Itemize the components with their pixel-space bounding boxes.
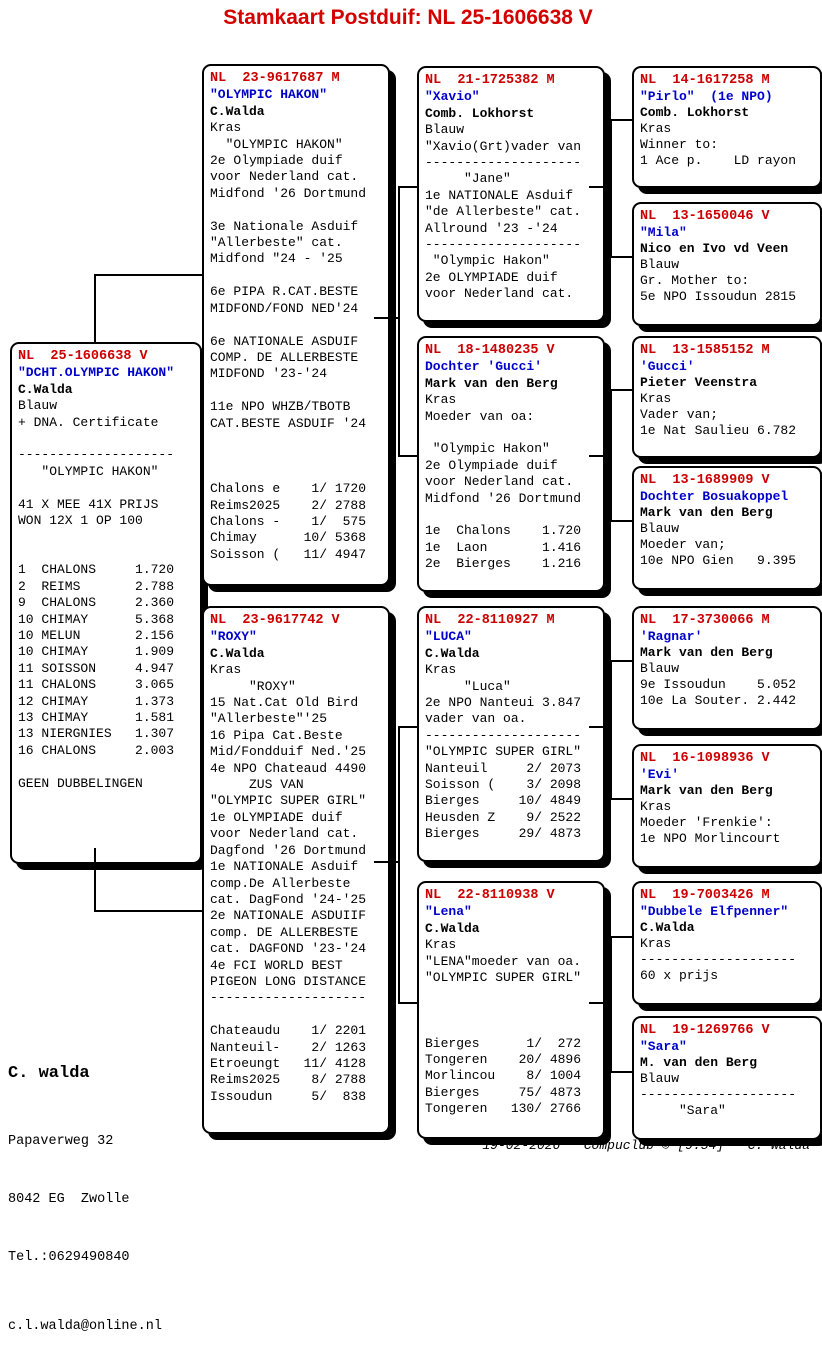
box-line: Nanteuil 2/ 2073 xyxy=(425,760,582,776)
box-line: "Olympic Hakon" xyxy=(425,253,550,269)
box-line: "Allerbeste"'25 xyxy=(210,711,328,727)
connector-line xyxy=(398,186,417,188)
box-line: "ROXY" xyxy=(210,678,296,694)
ring-number: NL 19-1269766 V xyxy=(640,1023,770,1038)
box-line: -------------------- xyxy=(210,990,367,1006)
box-line: 41 X MEE 41X PRIJS xyxy=(18,496,159,512)
connector-line xyxy=(398,726,417,728)
pedigree-box-ggp-pirlo xyxy=(632,66,822,188)
box-line: COMP. DE ALLERBESTE xyxy=(210,349,359,365)
box-line: MIDFOND '23-'24 xyxy=(210,366,328,382)
box-line xyxy=(210,1007,382,1023)
box-line: "OLYMPIC SUPER GIRL" xyxy=(425,970,582,986)
box-line xyxy=(425,986,597,1002)
box-line: Midfond "24 - '25 xyxy=(210,251,343,267)
box-line: 2e Bierges 1.216 xyxy=(425,556,582,572)
box-line: -------------------- xyxy=(425,237,582,253)
pigeon-name: "DCHT.OLYMPIC HAKON" xyxy=(18,365,175,381)
box-line: Reims2025 2/ 2788 xyxy=(210,497,367,513)
box-line: 2e Olympiade duif xyxy=(210,153,343,169)
pedigree-box-ggp-evi xyxy=(632,744,822,868)
box-line: 1 CHALONS 1.720 xyxy=(18,562,175,578)
pedigree-box-ggp-sara xyxy=(632,1016,822,1140)
box-line xyxy=(18,480,194,496)
box-line: 13 NIERGNIES 1.307 xyxy=(18,726,175,742)
connector-line xyxy=(610,660,612,800)
fancier-name: Pieter Veenstra xyxy=(640,375,758,390)
fancier-name: Mark van den Berg xyxy=(425,375,558,391)
box-line: Kras xyxy=(640,121,672,136)
box-line: "Olympic Hakon" xyxy=(425,441,550,457)
box-line: 4e NPO Chateaud 4490 xyxy=(210,760,367,776)
box-line: "Xavio(Grt)vader van xyxy=(425,138,582,154)
box-line: + DNA. Certificate xyxy=(18,414,159,430)
box-line: Moeder 'Frenkie': xyxy=(640,815,773,830)
owner-name: C. walda xyxy=(8,1064,90,1083)
box-line xyxy=(18,546,194,562)
box-line xyxy=(210,383,382,399)
fancier-name: C.Walda xyxy=(425,920,480,936)
box-line xyxy=(210,432,382,448)
box-line: "OLYMPIC SUPER GIRL" xyxy=(425,744,582,760)
box-line: Kras xyxy=(640,799,672,814)
box-line: Kras xyxy=(425,662,457,678)
box-line: Heusden Z 9/ 2522 xyxy=(425,809,582,825)
ring-number: NL 13-1689909 V xyxy=(640,473,770,488)
pigeon-name: "Lena" xyxy=(425,904,472,920)
connector-line xyxy=(610,936,632,938)
box-line: Bierges 1/ 272 xyxy=(425,1035,582,1051)
ring-number: NL 25-1606638 V xyxy=(18,349,148,364)
owner-phone: Tel.:0629490840 xyxy=(8,1250,130,1265)
box-line: Dagfond '26 Dortmund xyxy=(210,842,367,858)
box-line xyxy=(425,1003,597,1019)
ring-number: NL 19-7003426 M xyxy=(640,888,770,903)
pedigree-box-ggp-gucci xyxy=(632,336,822,458)
box-line: "OLYMPIC HAKON" xyxy=(210,136,343,152)
box-line xyxy=(210,268,382,284)
ring-number: NL 23-9617687 M xyxy=(210,71,340,86)
box-line: Gr. Mother to: xyxy=(640,273,750,288)
box-line: MIDFOND/FOND NED'24 xyxy=(210,300,359,316)
box-line xyxy=(18,759,194,775)
box-line xyxy=(18,431,194,447)
connector-line xyxy=(94,274,204,276)
box-line: 1e Chalons 1.720 xyxy=(425,523,582,539)
box-line: WON 12X 1 OP 100 xyxy=(18,513,143,529)
pedigree-box-ggp-mila xyxy=(632,202,822,326)
box-line: 9e Issoudun 5.052 xyxy=(640,677,797,692)
box-line: 2e Olympiade duif xyxy=(425,457,558,473)
box-line: Blauw xyxy=(640,661,680,676)
box-line: Bierges 29/ 4873 xyxy=(425,826,582,842)
pigeon-name: "Dubbele Elfpenner" xyxy=(640,904,789,919)
pedigree-box-grandfather-paternal xyxy=(417,66,605,322)
box-line: Soisson ( 3/ 2098 xyxy=(425,777,582,793)
box-line: 10 CHIMAY 1.909 xyxy=(18,644,175,660)
connector-line xyxy=(610,389,632,391)
fancier-name: Comb. Lokhorst xyxy=(640,105,750,120)
box-line: 6e PIPA R.CAT.BESTE xyxy=(210,284,359,300)
connector-line xyxy=(589,1002,612,1004)
ring-number: NL 21-1725382 M xyxy=(425,73,555,88)
box-line: Chimay 10/ 5368 xyxy=(210,530,367,546)
pigeon-name: 'Ragnar' xyxy=(640,629,703,644)
ring-number: NL 16-1098936 V xyxy=(640,751,770,766)
box-line: 5e NPO Issoudun 2815 xyxy=(640,289,797,304)
box-line xyxy=(210,448,382,464)
fancier-name: Nico en Ivo vd Veen xyxy=(640,241,789,256)
pigeon-name: Dochter Bosuakoppel xyxy=(640,489,789,504)
box-line: Vader van; xyxy=(640,407,719,422)
box-line: -------------------- xyxy=(640,952,797,967)
box-line: "de Allerbeste" cat. xyxy=(425,204,582,220)
pigeon-name: "OLYMPIC HAKON" xyxy=(210,87,328,103)
box-line: "Sara" xyxy=(640,1103,726,1118)
box-line: 16 Pipa Cat.Beste xyxy=(210,727,343,743)
pedigree-box-mother xyxy=(202,606,390,1134)
box-line: 4e FCI WORLD BEST xyxy=(210,957,343,973)
pedigree-box-grandmother-maternal xyxy=(417,881,605,1139)
box-line: Moeder van; xyxy=(640,537,726,552)
box-line: 1e NATIONALE Asduif xyxy=(425,187,574,203)
box-line: 12 CHIMAY 1.373 xyxy=(18,693,175,709)
pedigree-box-father xyxy=(202,64,390,586)
box-line: 10e NPO Gien 9.395 xyxy=(640,553,797,568)
box-line xyxy=(210,317,382,333)
fancier-name: C.Walda xyxy=(425,645,480,661)
box-line: 10 MELUN 2.156 xyxy=(18,627,175,643)
connector-line xyxy=(94,910,204,912)
box-line: 1e NPO Morlincourt xyxy=(640,831,781,846)
ring-number: NL 13-1585152 M xyxy=(640,343,770,358)
box-line: 10e La Souter. 2.442 xyxy=(640,693,797,708)
ring-number: NL 14-1617258 M xyxy=(640,73,770,88)
box-line: Nanteuil- 2/ 1263 xyxy=(210,1039,367,1055)
connector-line xyxy=(398,455,417,457)
box-line: Mid/Fondduif Ned.'25 xyxy=(210,744,367,760)
box-line: GEEN DUBBELINGEN xyxy=(18,775,143,791)
pedigree-box-grandmother-paternal xyxy=(417,336,605,592)
box-line xyxy=(425,507,597,523)
pigeon-name: "Sara" xyxy=(640,1039,687,1054)
box-line: Tongeren 20/ 4896 xyxy=(425,1052,582,1068)
box-line: 11 CHALONS 3.065 xyxy=(18,677,175,693)
pigeon-name: "Mila" xyxy=(640,225,687,240)
box-line xyxy=(210,202,382,218)
connector-line xyxy=(94,848,96,912)
box-line: Blauw xyxy=(640,521,680,536)
box-line: Chateaudu 1/ 2201 xyxy=(210,1023,367,1039)
box-line: Issoudun 5/ 838 xyxy=(210,1088,367,1104)
connector-line xyxy=(374,317,400,319)
ring-number: NL 22-8110938 V xyxy=(425,888,555,903)
box-line: "LENA"moeder van oa. xyxy=(425,953,582,969)
box-line: 1e Laon 1.416 xyxy=(425,539,582,555)
fancier-name: Mark van den Berg xyxy=(640,645,773,660)
connector-line xyxy=(610,660,632,662)
box-line: voor Nederland cat. xyxy=(425,474,574,490)
fancier-name: Mark van den Berg xyxy=(640,505,773,520)
box-line: voor Nederland cat. xyxy=(425,286,574,302)
box-line: 1 Ace p. LD rayon xyxy=(640,153,797,168)
box-line: voor Nederland cat. xyxy=(210,826,359,842)
ring-number: NL 13-1650046 V xyxy=(640,209,770,224)
connector-line xyxy=(374,861,400,863)
fancier-name: C.Walda xyxy=(210,645,265,661)
pedigree-box-subject xyxy=(10,342,202,864)
box-line: -------------------- xyxy=(425,155,582,171)
box-line: 3e Nationale Asduif xyxy=(210,218,359,234)
box-line: "Luca" xyxy=(425,678,511,694)
pedigree-box-ggp-dubbele-elfpenner xyxy=(632,881,822,1005)
box-line xyxy=(425,425,597,441)
pigeon-name: Dochter 'Gucci' xyxy=(425,359,543,375)
box-line: CAT.BESTE ASDUIF '24 xyxy=(210,415,367,431)
box-line: comp. DE ALLERBESTE xyxy=(210,924,359,940)
connector-line xyxy=(589,726,612,728)
box-line: Soisson ( 11/ 4947 xyxy=(210,546,367,562)
owner-address-street: Papaverweg 32 xyxy=(8,1134,114,1149)
connector-line xyxy=(610,798,632,800)
box-line: -------------------- xyxy=(425,727,582,743)
box-line: Reims2025 8/ 2788 xyxy=(210,1072,367,1088)
box-line: Blauw xyxy=(640,257,680,272)
connector-line xyxy=(398,726,400,1004)
box-line: Blauw xyxy=(640,1071,680,1086)
connector-line xyxy=(610,520,632,522)
box-line: Moeder van oa: xyxy=(425,408,535,424)
box-line: -------------------- xyxy=(640,1087,797,1102)
connector-line xyxy=(610,256,632,258)
box-line: 1e Nat Saulieu 6.782 xyxy=(640,423,797,438)
box-line: "OLYMPIC SUPER GIRL" xyxy=(210,793,367,809)
connector-line xyxy=(398,186,400,457)
connector-line xyxy=(610,119,632,121)
box-line: Chalons e 1/ 1720 xyxy=(210,481,367,497)
connector-line xyxy=(589,186,612,188)
box-line: -------------------- xyxy=(18,447,175,463)
connector-line xyxy=(589,455,612,457)
box-line: Kras xyxy=(640,936,672,951)
pedigree-box-grandfather-maternal xyxy=(417,606,605,862)
box-line: 16 CHALONS 2.003 xyxy=(18,742,175,758)
box-line: 60 x prijs xyxy=(640,968,719,983)
box-line: cat. DAGFOND '23-'24 xyxy=(210,941,367,957)
box-line: PIGEON LONG DISTANCE xyxy=(210,973,367,989)
box-line: 2e OLYMPIADE duif xyxy=(425,269,558,285)
box-line: 2e NPO Nanteui 3.847 xyxy=(425,695,582,711)
box-line: 6e NATIONALE ASDUIF xyxy=(210,333,359,349)
box-line: voor Nederland cat. xyxy=(210,169,359,185)
box-line: Tongeren 130/ 2766 xyxy=(425,1101,582,1117)
pigeon-name: 'Evi' xyxy=(640,767,680,782)
fancier-name: C.Walda xyxy=(18,381,73,397)
footer-credit: 19-02-2026 Compuclub © [9.54] C. walda xyxy=(482,1138,810,1153)
box-line: 13 CHIMAY 1.581 xyxy=(18,709,175,725)
box-line: Kras xyxy=(210,662,242,678)
fancier-name: C.Walda xyxy=(640,920,695,935)
connector-line xyxy=(610,1071,632,1073)
box-line: Midfond '26 Dortmund xyxy=(210,185,367,201)
box-line xyxy=(425,1019,597,1035)
connector-line xyxy=(398,1002,417,1004)
box-line: Bierges 10/ 4849 xyxy=(425,793,582,809)
box-line: Kras xyxy=(640,391,672,406)
pigeon-name: "Xavio" xyxy=(425,89,480,105)
connector-line xyxy=(94,274,96,344)
owner-address-city: 8042 EG Zwolle xyxy=(8,1192,130,1207)
box-line: comp.De Allerbeste xyxy=(210,875,351,891)
ring-number: NL 22-8110927 M xyxy=(425,613,555,628)
box-line: Blauw xyxy=(18,398,58,414)
box-line: Chalons - 1/ 575 xyxy=(210,513,367,529)
box-line: 9 CHALONS 2.360 xyxy=(18,595,175,611)
box-line: 2 REIMS 2.788 xyxy=(18,578,175,594)
box-line: ZUS VAN xyxy=(210,777,304,793)
box-line: Kras xyxy=(210,120,242,136)
box-line: 15 Nat.Cat Old Bird xyxy=(210,695,359,711)
box-line: 2e NATIONALE ASDUIIF xyxy=(210,908,367,924)
box-line: 11e NPO WHZB/TBOTB xyxy=(210,399,351,415)
page-title: Stamkaart Postduif: NL 25-1606638 V xyxy=(223,6,593,29)
box-line: Kras xyxy=(425,392,457,408)
pigeon-name: "Pirlo" (1e NPO) xyxy=(640,89,773,104)
box-line: Morlincou 8/ 1004 xyxy=(425,1068,582,1084)
box-line: Midfond '26 Dortmund xyxy=(425,490,582,506)
pigeon-name: 'Gucci' xyxy=(640,359,695,374)
connector-line xyxy=(610,119,612,258)
box-line xyxy=(18,529,194,545)
fancier-name: M. van den Berg xyxy=(640,1055,758,1070)
connector-line xyxy=(610,936,612,1073)
box-line: Bierges 75/ 4873 xyxy=(425,1084,582,1100)
box-line: "Allerbeste" cat. xyxy=(210,235,343,251)
box-line: 1e OLYMPIADE duif xyxy=(210,809,343,825)
pigeon-name: "LUCA" xyxy=(425,629,472,645)
ring-number: NL 18-1480235 V xyxy=(425,343,555,358)
box-line: 10 CHIMAY 5.368 xyxy=(18,611,175,627)
owner-block xyxy=(8,1028,162,1370)
fancier-name: C.Walda xyxy=(210,103,265,119)
box-line: "OLYMPIC HAKON" xyxy=(18,463,159,479)
box-line: 11 SOISSON 4.947 xyxy=(18,660,175,676)
box-line: vader van oa. xyxy=(425,711,527,727)
pedigree-box-ggp-ragnar xyxy=(632,606,822,730)
connector-line xyxy=(610,389,612,522)
ring-number: NL 17-3730066 M xyxy=(640,613,770,628)
box-line: "Jane" xyxy=(425,171,511,187)
box-line: Blauw xyxy=(425,122,465,138)
fancier-name: Mark van den Berg xyxy=(640,783,773,798)
fancier-name: Comb. Lokhorst xyxy=(425,105,535,121)
box-line: Winner to: xyxy=(640,137,719,152)
pigeon-name: "ROXY" xyxy=(210,629,257,645)
box-line: cat. DagFond '24-'25 xyxy=(210,891,367,907)
box-line: Kras xyxy=(425,937,457,953)
box-line: Allround '23 -'24 xyxy=(425,220,558,236)
owner-email: c.l.walda@online.nl xyxy=(8,1319,162,1334)
box-line: Etroeungt 11/ 4128 xyxy=(210,1055,367,1071)
ring-number: NL 23-9617742 V xyxy=(210,613,340,628)
pedigree-box-ggp-bosuakoppel xyxy=(632,466,822,590)
box-line: 1e NATIONALE Asduif xyxy=(210,859,359,875)
box-line xyxy=(210,465,382,481)
